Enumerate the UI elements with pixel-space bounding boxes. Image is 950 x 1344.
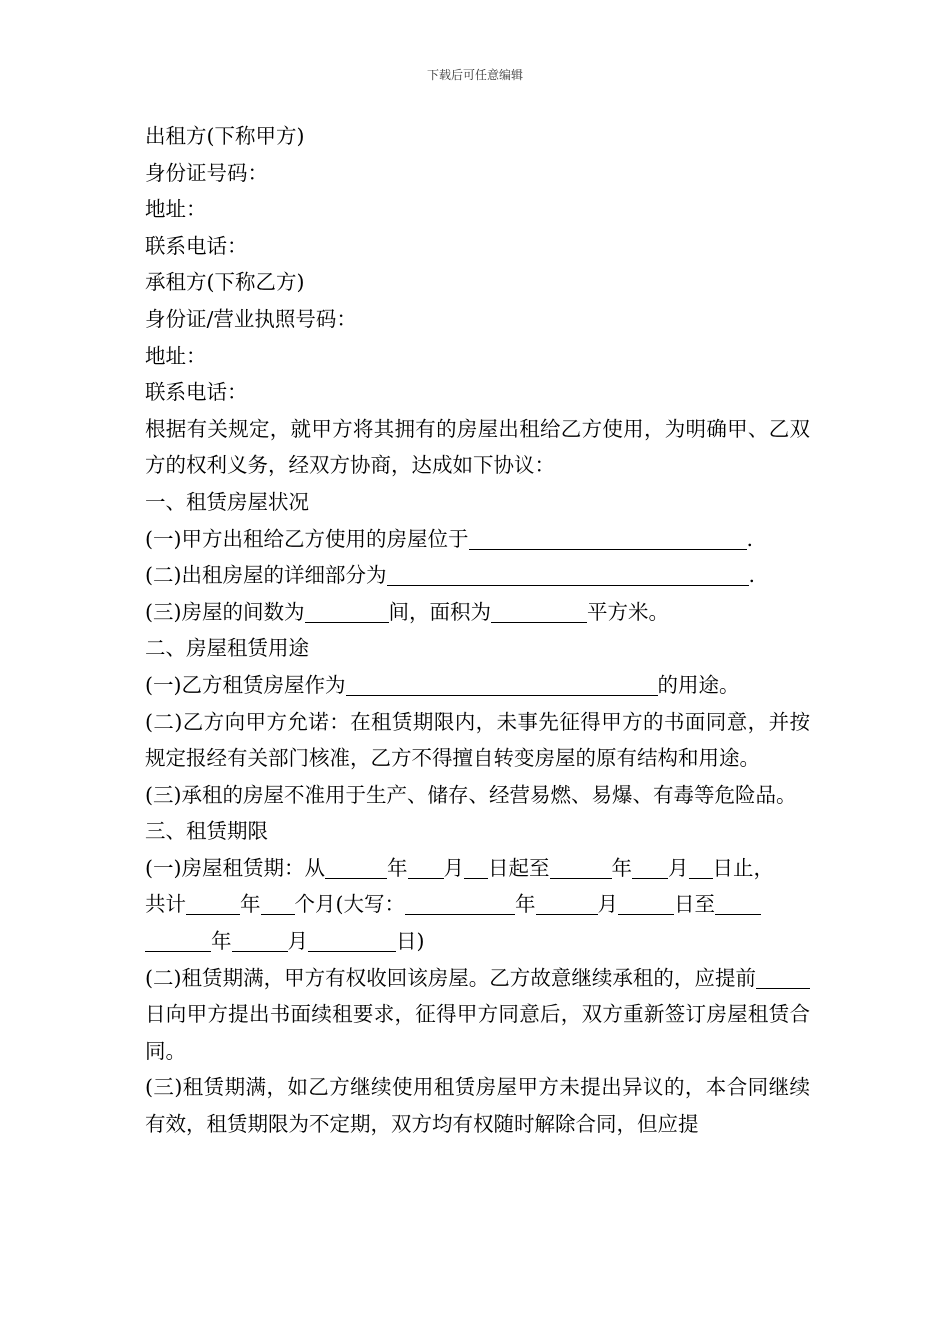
blank-line	[308, 929, 396, 952]
item-text: 年	[387, 855, 408, 880]
contract-body	[145, 118, 810, 1143]
item-text: (三)房屋的间数为	[145, 599, 305, 624]
section-3-item-2	[145, 960, 810, 1070]
page-header-note: 下载后可任意编辑	[426, 68, 523, 82]
item-text: 日止，	[712, 855, 774, 880]
blank-line	[715, 892, 761, 915]
section-1-item-2	[145, 557, 810, 594]
item-text: 年	[515, 892, 536, 917]
item-text: 共计	[145, 892, 186, 917]
item-text: (一)乙方租赁房屋作为	[145, 672, 346, 697]
item-text: 月	[668, 855, 689, 880]
lessee-phone-label: 联系电话：	[145, 380, 248, 405]
item-text: 日)	[396, 929, 425, 954]
section-1-item-1	[145, 521, 810, 558]
item-text: (二)出租房屋的详细部分为	[145, 563, 387, 588]
item-text: 个月(大写：	[294, 892, 405, 917]
item-text: 年	[240, 892, 261, 917]
blank-line	[689, 856, 713, 879]
lessor-address-label: 地址：	[145, 197, 207, 222]
lessor-phone-label: 联系电话：	[145, 233, 248, 258]
blank-line	[145, 929, 211, 952]
blank-line	[756, 966, 810, 989]
item-text: .	[746, 526, 754, 551]
item-text: 月	[597, 892, 618, 917]
preamble-paragraph: 根据有关规定，就甲方将其拥有的房屋出租给乙方使用，为明确甲、乙双方的权利义务，经双方协商，达成如下协议：	[145, 416, 810, 478]
item-text: 日起至	[488, 855, 550, 880]
section-3-title: 三、租赁期限	[145, 819, 268, 844]
blank-line	[305, 600, 389, 623]
lessee-heading: 承租方(下称乙方)	[145, 270, 305, 295]
section-3-item-1-line-1	[145, 850, 810, 887]
item-text: 间，面积为	[388, 599, 491, 624]
blank-line	[491, 600, 587, 623]
lessee-id-label: 身份证/营业执照号码：	[145, 306, 357, 331]
section-3-item-1-line-3	[145, 923, 810, 960]
section-2-item-1	[145, 667, 810, 704]
item-text: 日至	[674, 892, 715, 917]
blank-line	[632, 856, 668, 879]
lessor-heading: 出租方(下称甲方)	[145, 124, 305, 148]
blank-line	[186, 892, 240, 915]
section-3-item-1-line-2	[145, 886, 810, 923]
lessee-address-label: 地址：	[145, 343, 207, 368]
item-text: 月	[443, 855, 464, 880]
blank-line	[469, 527, 747, 550]
blank-line	[550, 856, 612, 879]
item-text: 的用途。	[657, 672, 740, 697]
item-text: (一)房屋租赁期：从	[145, 855, 325, 880]
blank-line	[464, 856, 488, 879]
blank-line	[232, 929, 288, 952]
section-2-item-2: (二)乙方向甲方允诺：在租赁期限内，未事先征得甲方的书面同意，并按规定报经有关部门核准，乙方不得擅自转变房屋的原有结构和用途。	[145, 709, 810, 771]
blank-line	[387, 563, 749, 586]
blank-line	[346, 673, 658, 696]
item-text: (一)甲方出租给乙方使用的房屋位于	[145, 526, 469, 551]
blank-line	[618, 892, 674, 915]
item-text: 平方米。	[587, 599, 669, 624]
section-3-item-3: (三)租赁期满，如乙方继续使用租赁房屋甲方未提出异议的，本合同继续有效，租赁期限为不定期，双方均有权随时解除合同，但应提	[145, 1075, 810, 1137]
section-1-title: 一、租赁房屋状况	[145, 489, 309, 514]
blank-line	[536, 892, 598, 915]
section-2-title: 二、房屋租赁用途	[145, 636, 309, 661]
blank-line	[405, 892, 515, 915]
section-1-item-3	[145, 594, 810, 631]
section-2-item-3: (三)承租的房屋不准用于生产、储存、经营易燃、易爆、有毒等危险品。	[145, 782, 797, 807]
item-text: 日向甲方提出书面续租要求，征得甲方同意后，双方重新签订房屋租赁合同。	[145, 1002, 810, 1063]
item-text: .	[748, 563, 756, 588]
item-text: (二)租赁期满，甲方有权收回该房屋。乙方故意继续承租的，应提前	[145, 965, 756, 990]
blank-line	[408, 856, 444, 879]
blank-line	[325, 856, 387, 879]
lessor-id-label: 身份证号码：	[145, 160, 268, 185]
item-text: 月	[287, 929, 308, 954]
item-text: 年	[611, 855, 632, 880]
blank-line	[261, 892, 295, 915]
item-text: 年	[211, 929, 232, 954]
